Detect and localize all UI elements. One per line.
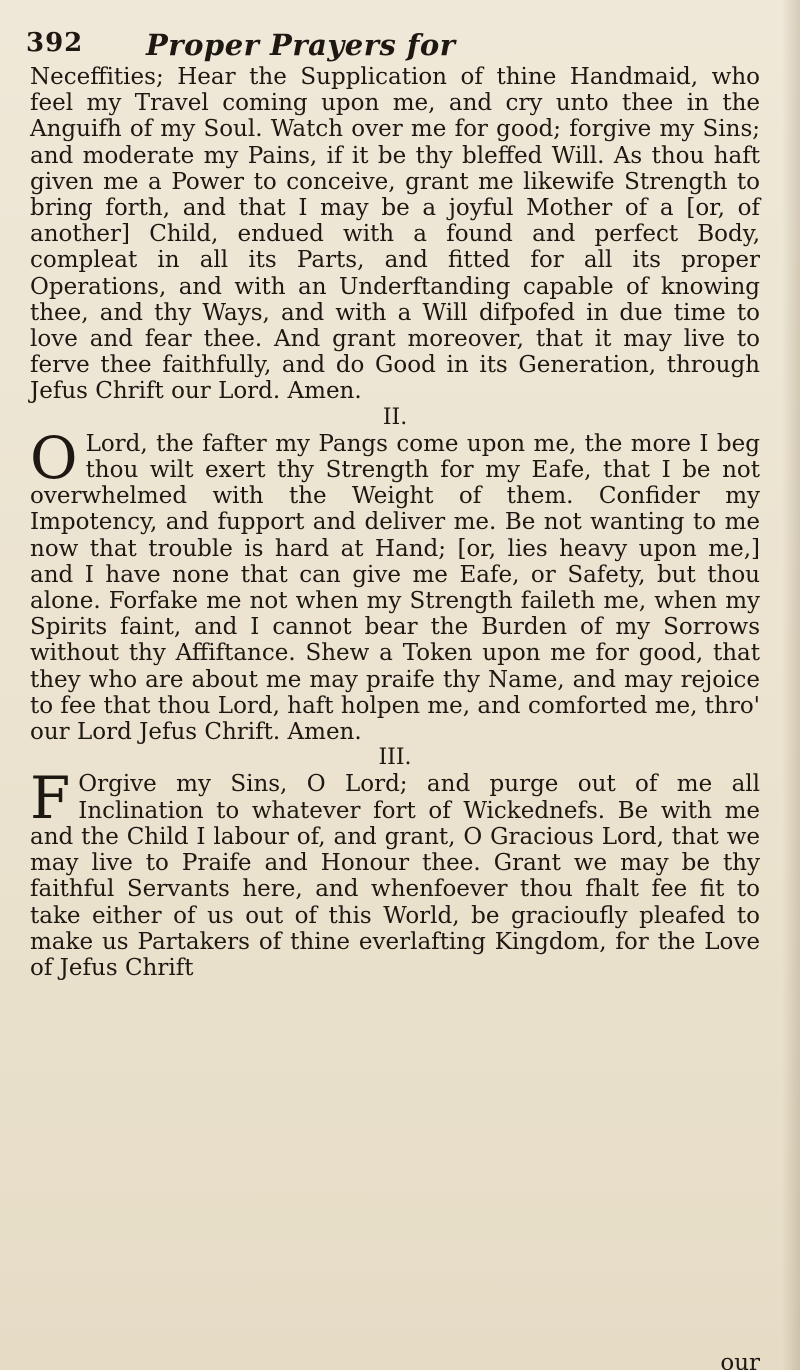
drop-cap-2: O xyxy=(30,423,78,492)
paragraph-1: Neceffities; Hear the Supplication of thine Handmaid, who feel my Travel coming upon me, and cry unto thee in the Anguifh of my Soul. Watch over me for good; forgive my Sins; and moderate my Pains, if it be thy bleffed Will. As thou haft given me a Power to conceive, grant me likewife Strength to bring forth, and that I may be a joyful Mother of a [or, of another] Child, endued with a found and perfect Body, compleat in all its Parts, and fitted for all its proper Operations, and with an Underftanding capable of knowing thee, and thy Ways, and with a Will difpofed in due time to love and fear thee. And grant moreover, that it may live to ferve thee faithfully, and do Good in its Generation, through Jefus Chrift our Lord. Amen. xyxy=(30,64,760,405)
paragraph-2-text: Lord, the fafter my Pangs come upon me, the more I beg thou wilt exert thy Strength for my Eafe, that I be not overwhelmed with the Weight of them. Confider my Impotency, and fupport and deliver me. Be not wanting to me now that trouble is hard at Hand; [or, lies heavy upon me,] and I have none that can give me Eafe, or Safety, but thou alone. Forfake me not when my Strength faileth me, when my Spirits faint, and I cannot bear the Burden of my Sorrows without thy Affiftance. Shew a Token upon me for good, that they who are about me may praife thy Name, and may rejoice to fee that thou Lord, haft holpen me, and comforted me, thro' our Lord Jefus Chrift. Amen. xyxy=(30,430,760,746)
page-header xyxy=(26,28,766,68)
section-number-3: III. xyxy=(378,745,412,771)
binding-shadow xyxy=(782,0,800,1370)
catchword: our xyxy=(720,1350,760,1370)
page-number: 392 xyxy=(26,28,84,58)
paragraph-3-text: Orgive my Sins, O Lord; and purge out of me all Inclination to whatever fort of Wickednefs. Be with me and the Child I labour of, and grant, O Gracious Lord, that we may live to Praife and Honour thee. Grant we may be thy faithful Servants here, and whenfoever thou fhalt fee fit to take either of us out of this World, be gracioufly pleafed to make us Partakers of thine everlafting Kingdom, for the Love of Jefus Chrift xyxy=(30,771,760,981)
drop-cap-3: F xyxy=(30,764,71,833)
text-block xyxy=(30,64,760,981)
section-number-2: II. xyxy=(382,404,408,430)
running-head: Proper Prayers for xyxy=(146,28,456,62)
paragraph-2 xyxy=(30,423,760,746)
paragraph-3 xyxy=(30,764,760,981)
